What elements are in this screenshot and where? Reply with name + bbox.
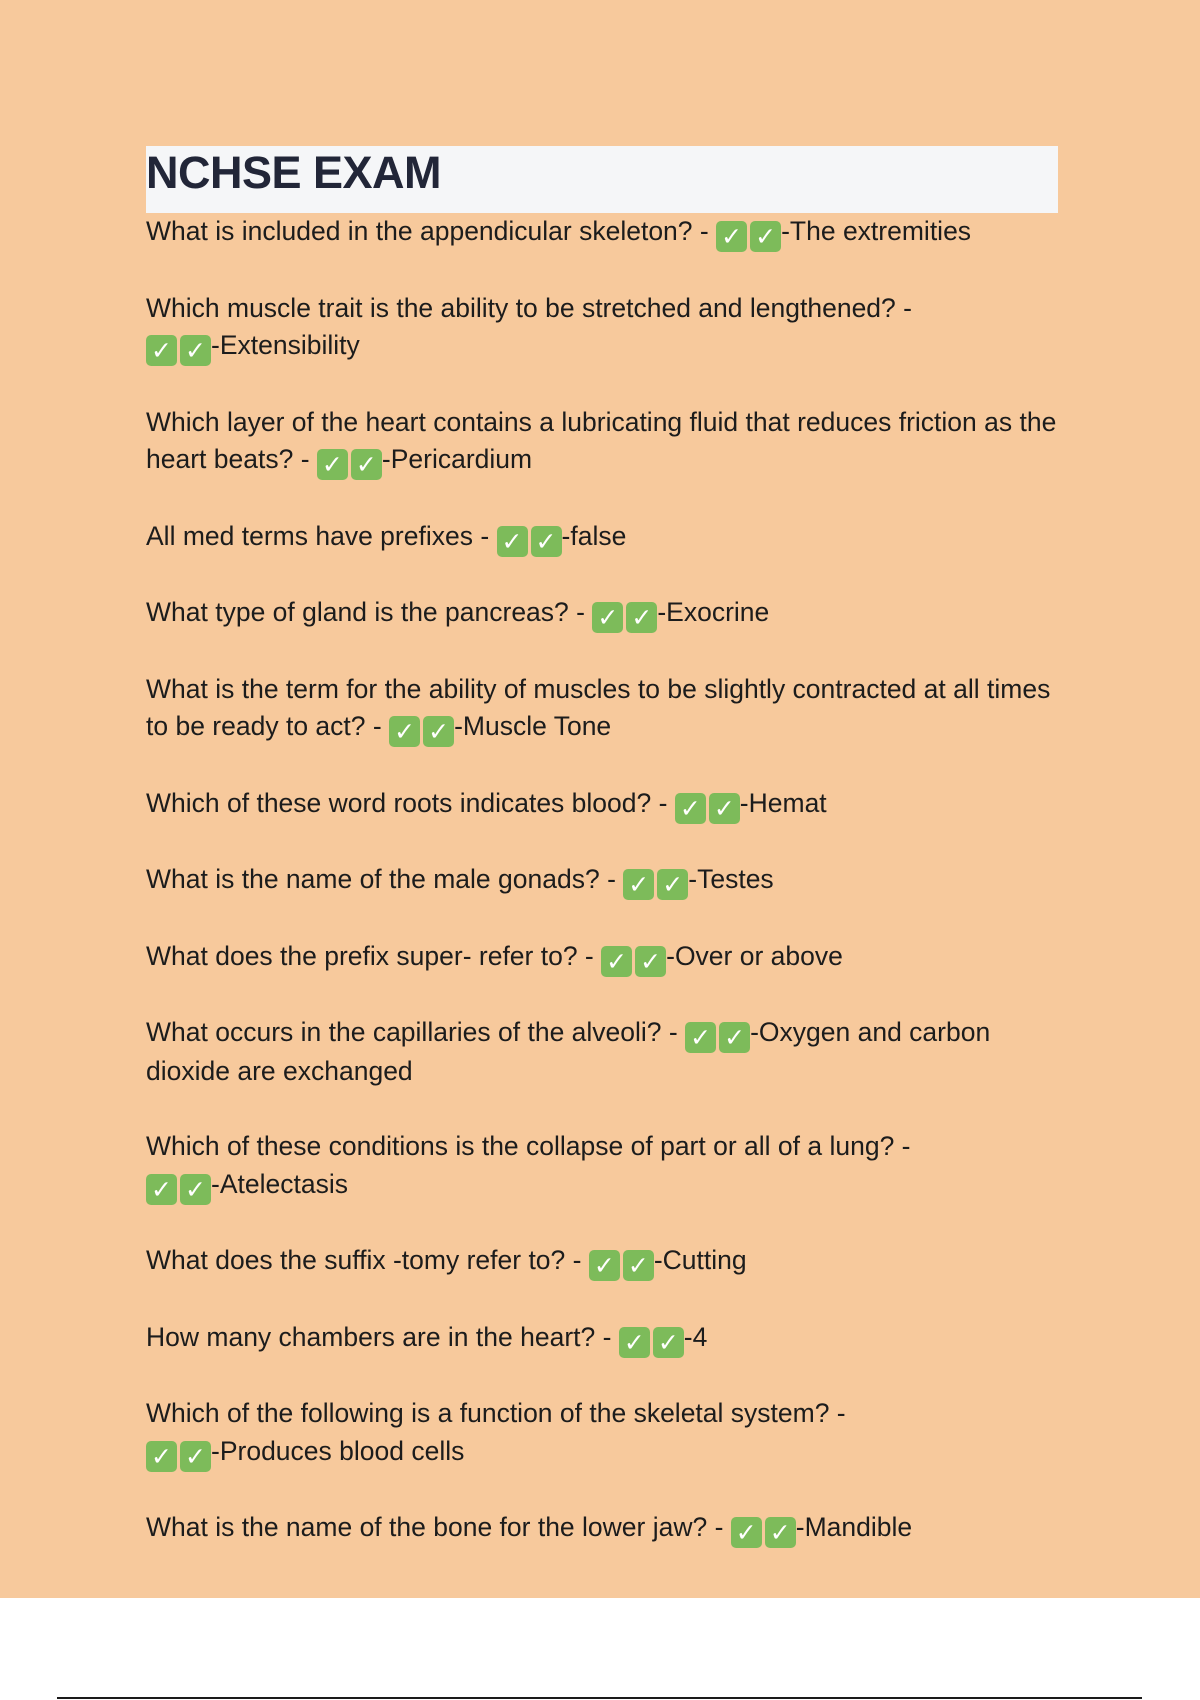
check-mark-icon: ✓ (619, 1327, 650, 1358)
answer-text: -4 (683, 1321, 708, 1352)
question-list (146, 213, 1076, 1586)
qa-item (146, 594, 1076, 633)
answer-text: -Extensibility (211, 330, 360, 360)
check-mark-icon: ✓ (497, 526, 528, 557)
question-text: What type of gland is the pancreas? - (146, 597, 593, 627)
check-mark-icon: ✓ (623, 1250, 654, 1281)
check-mark-icon: ✓ (719, 1022, 750, 1053)
answer-text: -Atelectasis (211, 1168, 348, 1199)
answer-text: -Exocrine (657, 597, 770, 627)
check-mark-icon: ✓ (601, 946, 632, 977)
answer-text: -Mandible (795, 1512, 913, 1542)
check-mark-icon: ✓ (180, 1174, 211, 1205)
qa-item (146, 213, 1076, 252)
check-mark-icon: ✓ (351, 449, 382, 480)
qa-item (146, 938, 1076, 977)
answer-text: -Over or above (666, 940, 843, 971)
question-text: What does the suffix -tomy refer to? - (146, 1245, 589, 1275)
qa-item (146, 1395, 1076, 1472)
check-mark-icon: ✓ (146, 1441, 177, 1472)
check-mark-icon: ✓ (423, 716, 454, 747)
question-text: What is the name of the bone for the lower jaw? - (146, 1512, 731, 1542)
qa-item (146, 785, 1076, 824)
page-title: NCHSE EXAM (146, 147, 442, 198)
check-mark-icon: ✓ (765, 1517, 796, 1548)
check-mark-icon: ✓ (180, 335, 211, 366)
qa-item (146, 671, 1076, 748)
answer-text: -false (561, 520, 627, 551)
qa-item (146, 1319, 1076, 1358)
check-mark-icon: ✓ (589, 1250, 620, 1281)
check-mark-icon: ✓ (657, 869, 688, 900)
qa-item (146, 1128, 1076, 1205)
check-mark-icon: ✓ (675, 793, 706, 824)
qa-item (146, 1014, 1076, 1091)
check-mark-icon: ✓ (716, 221, 747, 252)
answer-text: -The extremities (781, 216, 972, 246)
check-mark-icon: ✓ (731, 1517, 762, 1548)
answer-text: -Produces blood cells (211, 1435, 465, 1466)
question-text: What is the term for the ability of muscles to be slightly contracted at all times to be ready to act? - (146, 673, 1051, 741)
check-mark-icon: ✓ (709, 793, 740, 824)
qa-item (146, 1509, 1076, 1548)
question-text: What does the prefix super- refer to? - (146, 940, 602, 971)
question-text: All med terms have prefixes - (146, 520, 497, 551)
qa-item (146, 1242, 1076, 1281)
answer-text: -Oxygen and carbon dioxide are exchanged (146, 1017, 991, 1086)
check-mark-icon: ✓ (592, 602, 623, 633)
question-text: What is the name of the male gonads? - (146, 864, 624, 894)
question-text: Which muscle trait is the ability to be stretched and lengthened? - (146, 292, 912, 323)
question-text: Which layer of the heart contains a lubricating fluid that reduces friction as the heart beats? - (146, 406, 1057, 474)
check-mark-icon: ✓ (635, 946, 666, 977)
check-mark-icon: ✓ (626, 602, 657, 633)
qa-item (146, 290, 1076, 367)
check-mark-icon: ✓ (146, 1174, 177, 1205)
check-mark-icon: ✓ (531, 526, 562, 557)
check-mark-icon: ✓ (653, 1327, 684, 1358)
answer-text: -Testes (688, 864, 774, 894)
check-mark-icon: ✓ (685, 1022, 716, 1053)
question-text: What occurs in the capillaries of the alveoli? - (146, 1017, 686, 1047)
question-text: What is included in the appendicular skeleton? - (146, 216, 717, 246)
check-mark-icon: ✓ (317, 449, 348, 480)
check-mark-icon: ✓ (623, 869, 654, 900)
answer-text: -Pericardium (381, 444, 533, 474)
answer-text: -Cutting (653, 1245, 747, 1275)
question-text: Which of these word roots indicates blood? - (146, 787, 675, 818)
footer-divider (57, 1697, 1142, 1699)
check-mark-icon: ✓ (146, 335, 177, 366)
qa-item (146, 404, 1076, 481)
check-mark-icon: ✓ (389, 716, 420, 747)
question-text: How many chambers are in the heart? - (146, 1321, 619, 1352)
answer-text: -Hemat (739, 787, 827, 818)
check-mark-icon: ✓ (180, 1441, 211, 1472)
check-mark-icon: ✓ (750, 221, 781, 252)
question-text: Which of the following is a function of the skeletal system? - (146, 1398, 846, 1428)
answer-text: -Muscle Tone (454, 711, 612, 741)
question-text: Which of these conditions is the collapse of part or all of a lung? - (146, 1131, 911, 1161)
qa-item (146, 518, 1076, 557)
qa-item (146, 861, 1076, 900)
